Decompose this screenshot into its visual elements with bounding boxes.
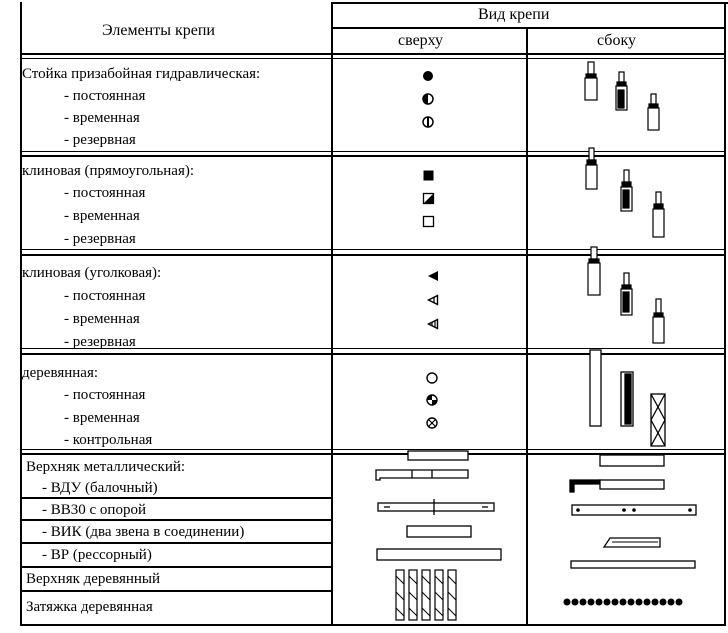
- list-item: - ВИК (два звена в соединении): [42, 524, 245, 540]
- wood-lagging-label: Затяжка деревянная: [26, 599, 153, 615]
- crossed-circle-icon: [426, 417, 438, 429]
- wood-beam-label: Верхняк деревянный: [26, 571, 161, 587]
- circle-bar-icon: [422, 116, 434, 128]
- wood-beams-top-icon: [394, 568, 458, 624]
- list-item: - ВВ30 с опорой: [42, 502, 146, 518]
- table-frame-top: [332, 2, 728, 4]
- list-item: - контрольная: [64, 432, 153, 448]
- header-top-view: сверху: [398, 32, 444, 49]
- group-title: Стойка призабойная гидравлическая:: [22, 66, 261, 82]
- column-divider-views: [526, 28, 528, 626]
- row-divider: [20, 590, 332, 592]
- group-title: клиновая (прямоугольная):: [22, 163, 195, 179]
- list-item: - временная: [64, 410, 140, 426]
- list-item: - постоянная: [64, 185, 146, 201]
- outlined-triangle-icon: [427, 294, 439, 306]
- row-divider: [20, 497, 332, 499]
- list-item: - постоянная: [64, 387, 146, 403]
- row-divider: [20, 53, 726, 55]
- group-title: деревянная:: [22, 365, 99, 381]
- header-side-view: сбоку: [597, 32, 636, 49]
- wedge-prop-side-icon: [583, 148, 673, 244]
- list-item: - резервная: [64, 334, 136, 350]
- list-item: - резервная: [64, 132, 136, 148]
- vv30-beam-side-icon: [570, 503, 698, 519]
- vik-beam-side-icon: [602, 536, 664, 550]
- table-frame-bottom: [20, 624, 726, 626]
- list-item: - постоянная: [64, 288, 146, 304]
- barred-triangle-icon: [427, 318, 439, 330]
- group-title: клиновая (уголковая):: [22, 265, 162, 281]
- vik-beam-top-icon: [406, 525, 472, 539]
- list-item: - ВР (рессорный): [42, 547, 152, 563]
- header-elements: Элементы крепи: [102, 22, 215, 39]
- list-item: - резервная: [64, 231, 136, 247]
- list-item: - постоянная: [64, 88, 146, 104]
- list-item: - временная: [64, 110, 140, 126]
- header-subdivider: [332, 27, 726, 29]
- table-frame-right: [724, 2, 726, 626]
- column-divider-main: [331, 2, 333, 626]
- list-item: - временная: [64, 311, 140, 327]
- group-title: Верхняк металлический:: [26, 459, 186, 475]
- list-item: - ВДУ (балочный): [42, 480, 158, 496]
- header-view: Вид крепи: [478, 6, 550, 23]
- quartered-circle-icon: [426, 394, 438, 406]
- row-divider: [20, 542, 332, 544]
- vr-beam-top-icon: [376, 547, 502, 563]
- vdu-beam-top-icon: [372, 450, 472, 494]
- wood-lagging-side-icon: [562, 596, 686, 608]
- empty-circle-icon: [426, 372, 438, 384]
- hydraulic-prop-side-icon: [580, 62, 670, 152]
- row-divider: [20, 58, 726, 59]
- half-circle-icon: [422, 93, 434, 105]
- vr-beam-side-icon: [570, 559, 696, 571]
- filled-circle-icon: [422, 70, 434, 82]
- filled-triangle-icon: [427, 270, 439, 282]
- row-divider: [20, 566, 332, 568]
- angle-prop-side-icon: [584, 247, 674, 347]
- row-divider: [20, 519, 332, 521]
- list-item: - временная: [64, 208, 140, 224]
- vv30-beam-top-icon: [376, 499, 496, 519]
- empty-square-icon: [423, 216, 434, 227]
- half-square-icon: [423, 193, 434, 204]
- table-frame-left: [20, 2, 22, 626]
- wooden-prop-side-icon: [586, 350, 676, 448]
- filled-square-icon: [423, 170, 434, 181]
- vdu-beam-side-icon: [566, 452, 706, 494]
